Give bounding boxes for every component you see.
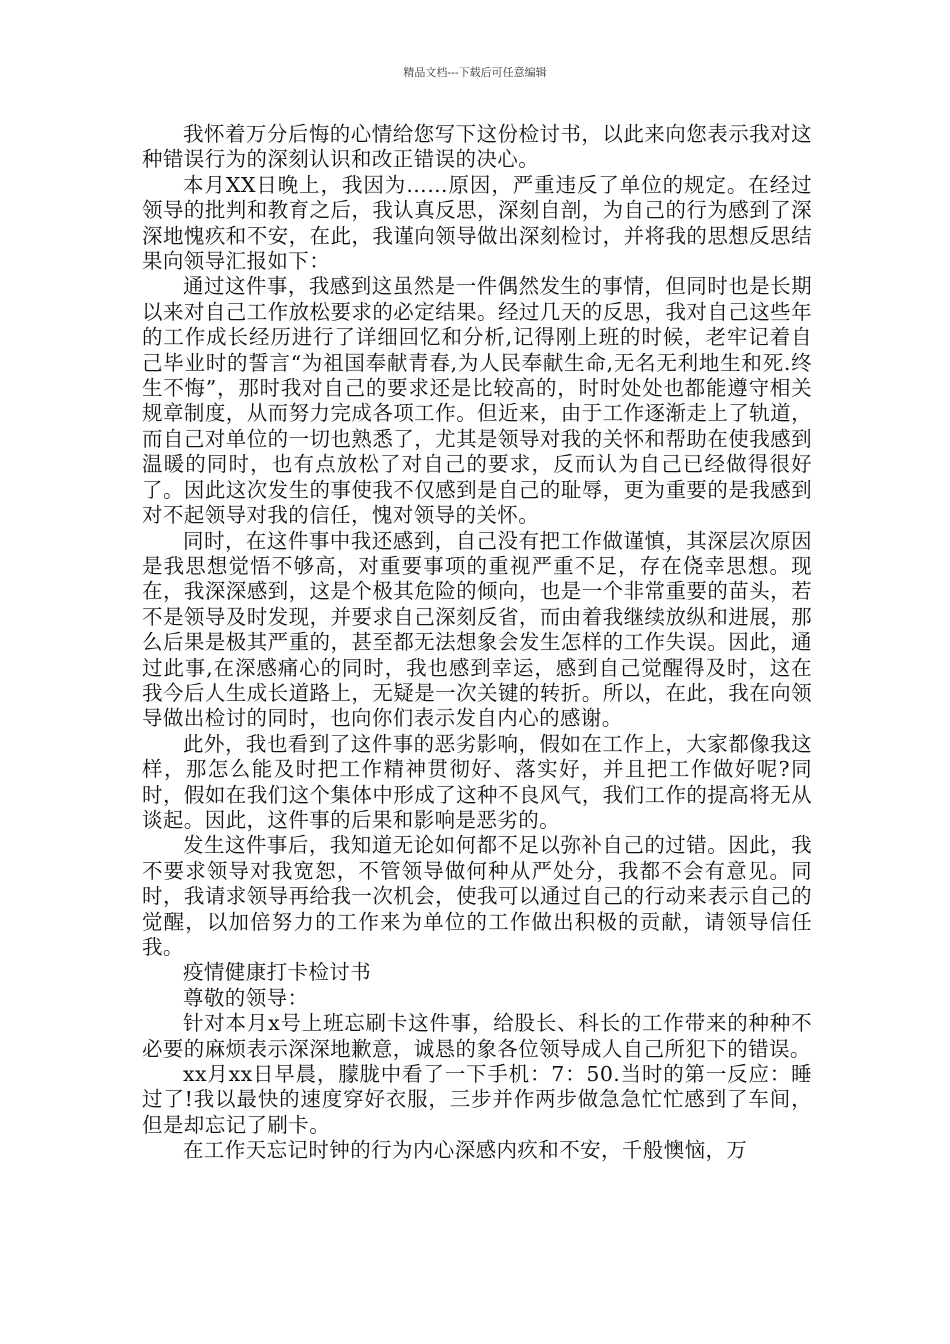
paragraph-2: 本月XX日晚上，我因为……原因，严重违反了单位的规定。在经过领导的批判和教育之后，我认真反思，深刻自剖，为自己的行为感到了深深地愧疚和不安，在此，我谨向领导做出深刻检讨，并将我的思想反思结果向领导汇报如下： <box>142 172 812 274</box>
paragraph-8: xx月xx日早晨，朦胧中看了一下手机：7：50.当时的第一反应：睡过了!我以最快的速度穿好衣服，三步并作两步做急急忙忙感到了车间，但是却忘记了刷卡。 <box>142 1062 812 1137</box>
paragraph-9: 在工作天忘记时钟的行为内心深感内疚和不安，千般懊恼，万 <box>183 1138 748 1163</box>
paragraph-5: 此外，我也看到了这件事的恶劣影响，假如在工作上，大家都像我这样，那怎么能及时把工作精神贯彻好、落实好，并且把工作做好呢?同时，假如在我们这个集体中形成了这种不良风气，我们工作的提高将无从谈起。因此，这件事的后果和影响是恶劣的。 <box>142 731 812 832</box>
paragraph-3: 通过这件事，我感到这虽然是一件偶然发生的事情，但同时也是长期以来对自己工作放松要求的必定结果。经过几天的反思，我对自己这些年的工作成长经历进行了详细回忆和分析,记得刚上班的时候，老牢记着自己毕业时的誓言“为祖国奉献青春,为人民奉献生命,无名无利地生和死.终生不悔”，那时我对自己的要求还是比较高的，时时处处也都能遵守相关规章制度，从而努力完成各项工作。但近来，由于工作逐渐走上了轨道，而自己对单位的一切也熟悉了，尤其是领导对我的关怀和帮助在使我感到温暖的同时，也有点放松了对自己的要求，反而认为自己已经做得很好了。因此这次发生的事使我不仅感到是自己的耻辱，更为重要的是我感到对不起领导对我的信任，愧对领导的关怀。 <box>142 274 812 528</box>
paragraph-4: 同时，在这件事中我还感到，自己没有把工作做谨慎，其深层次原因是我思想觉悟不够高，对重要事项的重视严重不足，存在侥幸思想。现在，我深深感到，这是个极其危险的倾向，也是一个非常重要的苗头，若不是领导及时发现，并要求自己深刻反省，而由着我继续放纵和进展，那么后果是极其严重的，甚至都无法想象会发生怎样的工作失误。因此，通过此事,在深感痛心的同时，我也感到幸运，感到自己觉醒得及时，这在我今后人生成长道路上，无疑是一次关键的转折。所以，在此，我在向领导做出检讨的同时，也向你们表示发自内心的感谢。 <box>142 528 812 731</box>
section-title: 疫情健康打卡检讨书 <box>183 960 372 985</box>
paragraph-7: 针对本月x号上班忘刷卡这件事，给股长、科长的工作带来的种种不必要的麻烦表示深深地歉意，诚恳的象各位领导成人自己所犯下的错误。 <box>142 1011 812 1061</box>
page-header: 精品文档---下载后可任意编辑 <box>403 66 547 79</box>
salutation: 尊敬的领导： <box>183 985 309 1010</box>
document-body <box>142 122 812 1164</box>
paragraph-1: 我怀着万分后悔的心情给您写下这份检讨书，以此来向您表示我对这种错误行为的深刻认识和改正错误的决心。 <box>142 122 812 172</box>
paragraph-6: 发生这件事后，我知道无论如何都不足以弥补自己的过错。因此，我不要求领导对我宽恕，不管领导做何种从严处分，我都不会有意见。同时，我请求领导再给我一次机会，使我可以通过自己的行动来表示自己的觉醒，以加倍努力的工作来为单位的工作做出积极的贡献，请领导信任我。 <box>142 833 812 959</box>
